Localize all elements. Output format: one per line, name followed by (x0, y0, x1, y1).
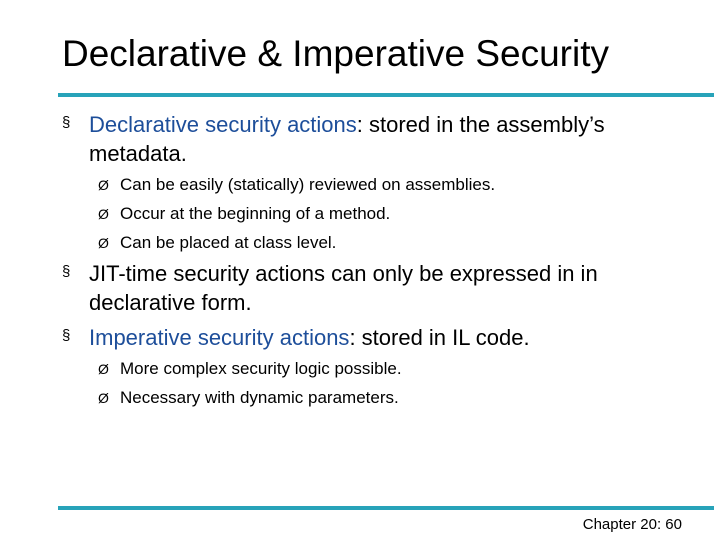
bullet-text: JIT-time security actions can only be expressed in in declarative form. (89, 261, 598, 315)
square-bullet-icon: § (62, 263, 71, 280)
arrow-bullet-icon: Ø (98, 390, 109, 406)
sub-bullet (98, 354, 402, 384)
sub-bullet (98, 383, 399, 413)
term-description: : stored in IL code. (349, 325, 530, 350)
bullet-text (89, 323, 672, 352)
square-bullet-icon: § (62, 327, 71, 344)
term-highlight: Declarative security actions (89, 112, 357, 137)
title-divider (58, 93, 714, 97)
slide-title: Declarative & Imperative Security (62, 33, 609, 74)
sub-bullet-text: Can be easily (statically) reviewed on assemblies. (120, 175, 496, 194)
sub-bullet-text: More complex security logic possible. (120, 359, 402, 378)
arrow-bullet-icon: Ø (98, 206, 109, 222)
sub-bullet-text: Necessary with dynamic parameters. (120, 388, 399, 407)
arrow-bullet-icon: Ø (98, 361, 109, 377)
slide-number: Chapter 20: 60 (582, 516, 682, 533)
term-description: : stored in the assembly’s metadata. (89, 112, 605, 166)
square-bullet-icon: § (62, 114, 71, 131)
sub-bullet (98, 170, 495, 200)
footer-divider (58, 506, 714, 510)
bullet-imperative (62, 323, 672, 352)
bullet-declarative (62, 110, 672, 168)
bullet-jit-time (62, 259, 672, 317)
sub-bullet-text: Can be placed at class level. (120, 233, 337, 252)
bullet-text (89, 110, 672, 168)
arrow-bullet-icon: Ø (98, 235, 109, 251)
term-highlight: Imperative security actions (89, 325, 350, 350)
sub-bullet (98, 199, 390, 229)
sub-bullet-text: Occur at the beginning of a method. (120, 204, 391, 223)
arrow-bullet-icon: Ø (98, 177, 109, 193)
sub-bullet (98, 228, 336, 258)
